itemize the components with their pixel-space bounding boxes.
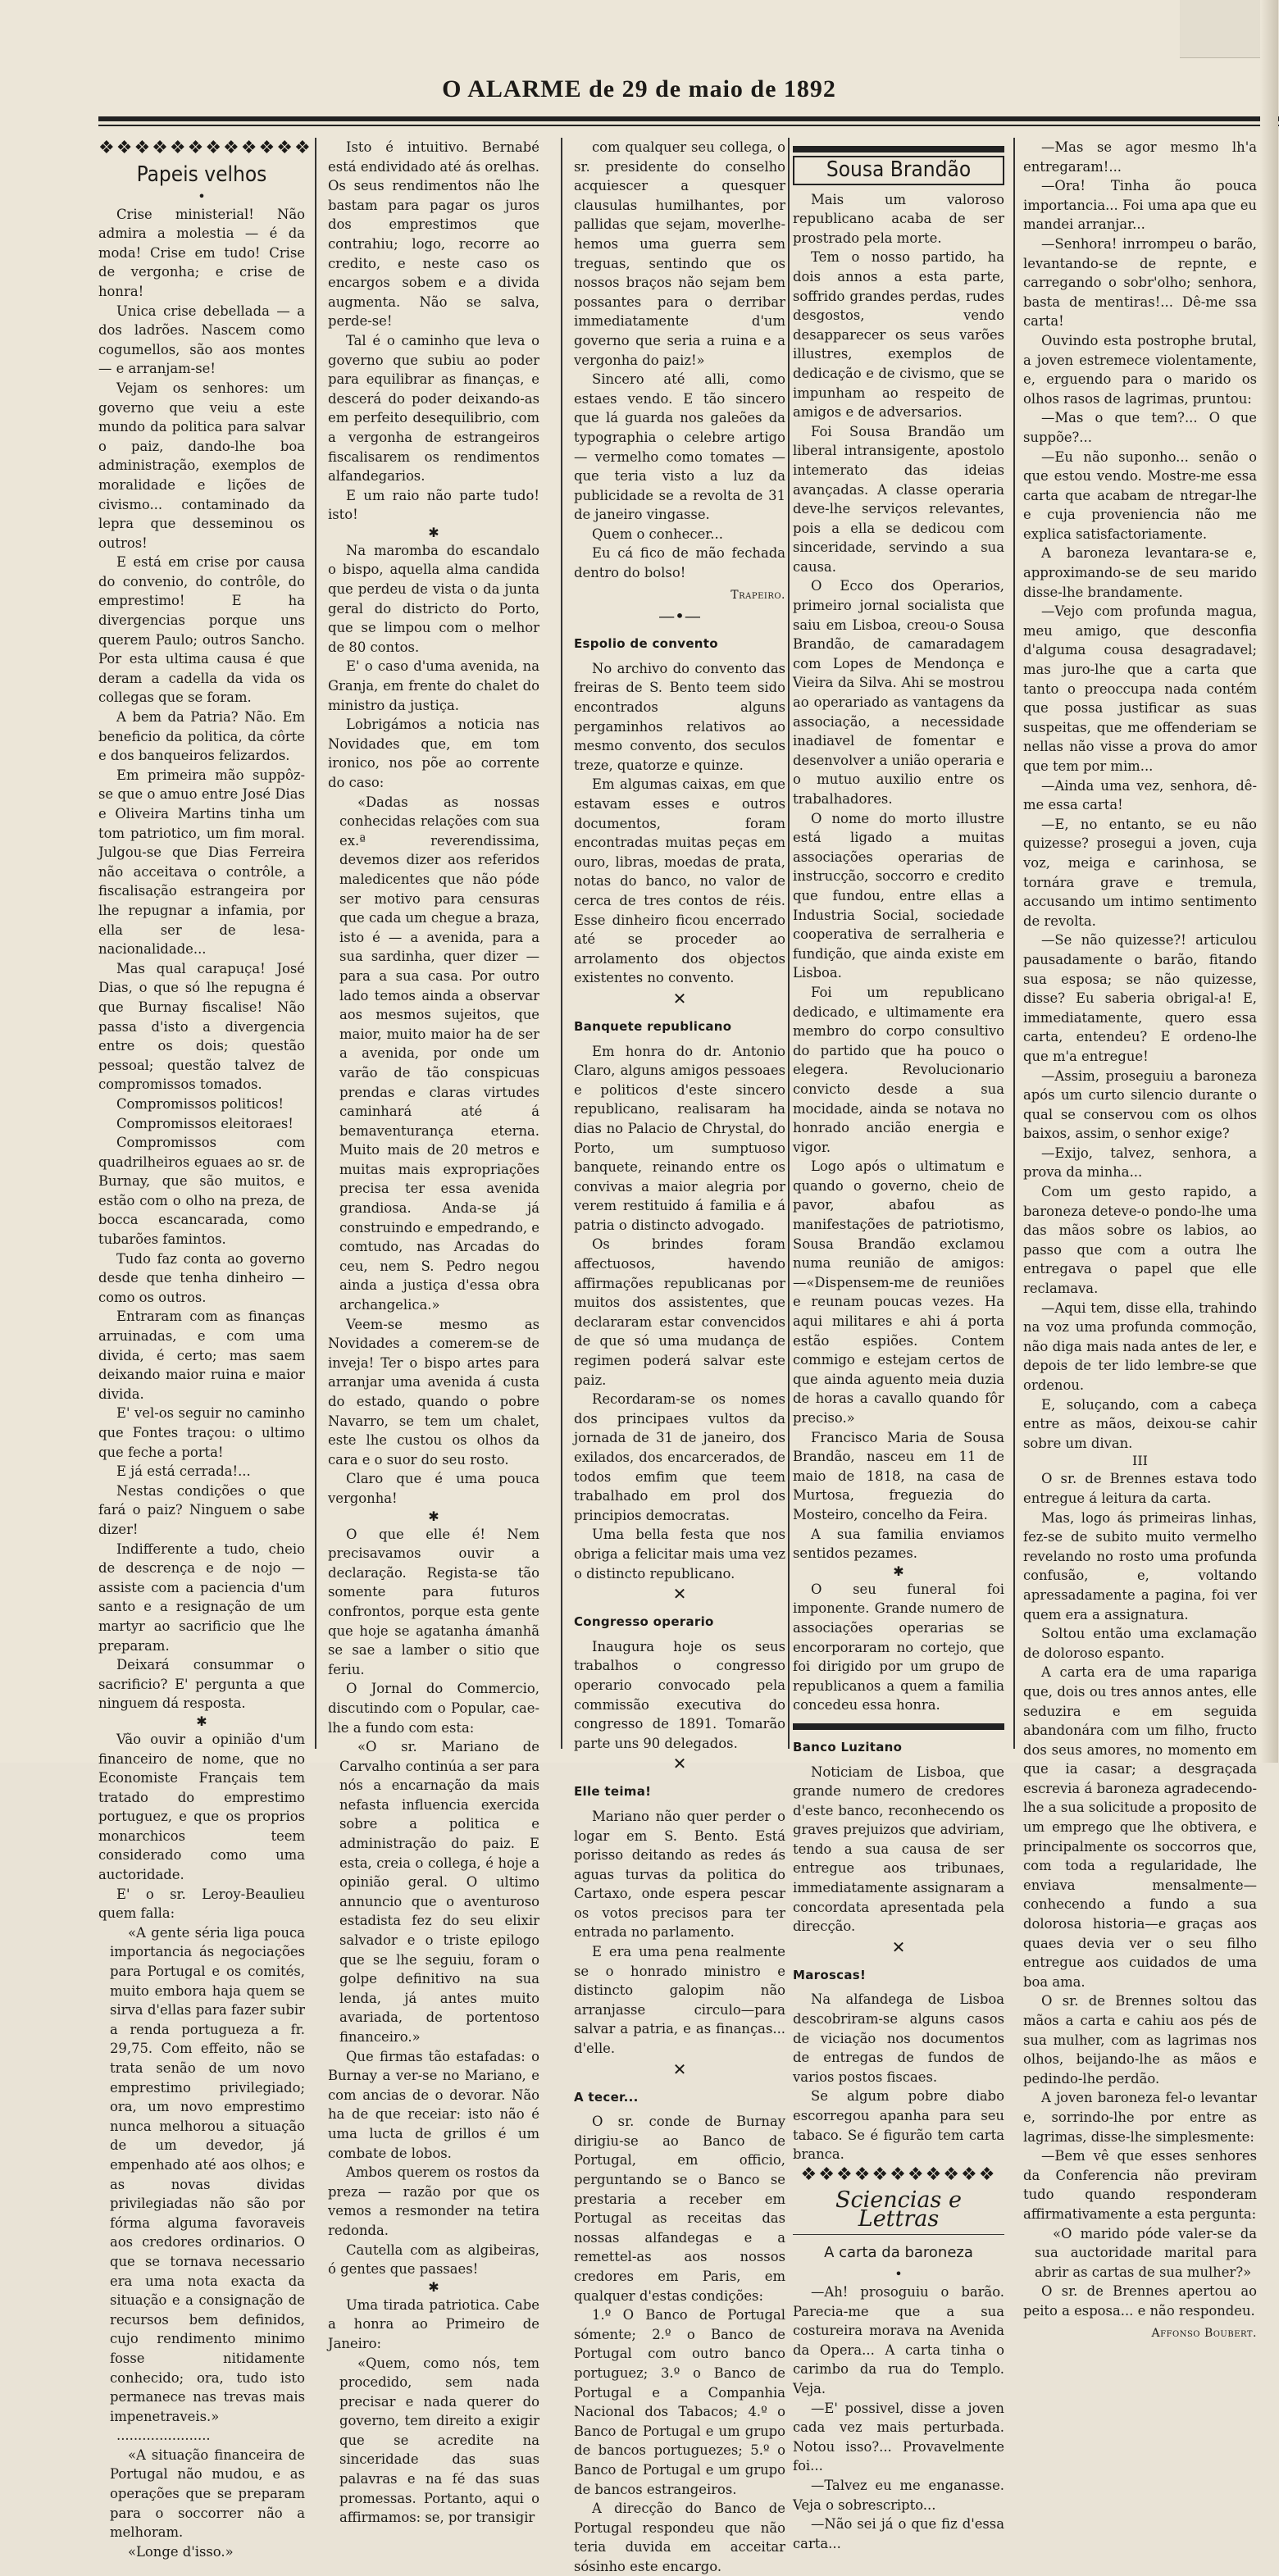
article-body xyxy=(328,2296,539,2528)
column-2 xyxy=(328,138,539,2526)
paragraph: Entraram com as finanças arruinadas, e com uma divida, é certo; mas saem deixando maior ruina e maior divida. xyxy=(98,1308,305,1402)
paragraph: Ambos querem os rostos da preza — razão por que os vemos a resmonder na tetira redonda. xyxy=(328,2164,539,2238)
paragraph: —Eu não suponho... senão o que estou vendo. Mostre-me essa carta que acabam de ntregar-lhe e cuja proveniencia não me explica satisfactoriamente. xyxy=(1023,448,1257,542)
paragraph: Nestas condições o que fará o paiz? Ninguem o sabe dizer! xyxy=(98,1482,305,1537)
paragraph: O que elle é! Nem precisavamos ouvir a declaração. Regista-se tão somente para futuros confrontos, porque esta gente que hoje se agatanha ámanhã se sae a lamber o sitio que feriu. xyxy=(328,1526,539,1677)
column-5 xyxy=(1023,138,1257,2340)
article-body xyxy=(328,541,539,1509)
story-body xyxy=(1023,138,1257,1453)
paragraph: —Talvez eu me enganasse. Veja o sobrescripto... xyxy=(793,2478,1004,2513)
section-divider: ✕ xyxy=(672,2059,687,2079)
section-divider: —•— xyxy=(658,606,701,626)
paragraph: Noticiam de Lisboa, que grande numero de credores d'este banco, reconhecendo os graves prejuizos que adviriam, tendo a sua causa de ser entregue aos tribunaes, immediatamente assignaram a concordata apresentada pela direcção. xyxy=(793,1764,1004,1935)
signature: Affonso Boubert. xyxy=(1151,2326,1257,2340)
paragraph: A direcção do Banco de Portugal respondeu que não teria duvida em acceitar sósinho este encargo. xyxy=(574,2501,785,2574)
paragraph: Vejam os senhores: um governo que veiu a este mundo da politica para salvar o paiz, dando-lhe boa administração, exemplos de moralidade e lições de civismo... contaminado da lepra que desseminou os outros! xyxy=(98,380,305,551)
paragraph: —E, no entanto, se eu não quizesse? prosegui a joven, cuja voz, meiga e carinhosa, se tornára grave e tremula, accusando um intimo sentimento de revolta. xyxy=(1023,816,1257,929)
section-body xyxy=(793,1990,1004,2164)
section-divider: ✕ xyxy=(672,1584,687,1604)
section-title: Elle teima! xyxy=(574,1784,652,1800)
paragraph: «O sr. Mariano de Carvalho continúa a ser para nós a encarnação da mais nefasta influencia exercida sobre a politica e administração do paiz. E esta, creia o collega, é hoje a opinião geral. O ultimo annuncio que o aventuroso estadista fez do seu elixir salvador e o triste epilogo que se lhe seguiu, foram o golpe definitivo na sua lenda, já antes muito avariada, de portentoso financeiro.» xyxy=(339,1739,539,2045)
article-body xyxy=(328,138,539,525)
paragraph: A bem da Patria? Não. Em beneficio da politica, da côrte e dos banqueiros felizardos. xyxy=(98,709,305,764)
article-title: Papeis velhos xyxy=(136,162,267,187)
paragraph: E era uma pena realmente se o honrado ministro e distincto galopim não arranjasse circulo—para salvar a patria, e as finanças... d'elle. xyxy=(574,1944,785,2057)
column-4 xyxy=(793,138,1004,2551)
paragraph: «O marido póde valer-se da sua auctoridade marital para abrir as cartas de sua mulher?» xyxy=(1035,2225,1257,2280)
paragraph: «A gente séria liga pouca importancia ás negociações para Portugal e os comités, muito embora haja quem se sirva d'ellas para fazer subir a renda portugueza a fr. 29,75. Com effeito, não se trata senão de um novo emprestimo privilegiado; ora, um novo emprestimo nunca melhorou a situação de um devedor, já empenhado até aos olhos; e as novas dividas privilegiadas não são por fórma alguma favoraveis aos credores ordinarios. O que se tornava necessario era uma nota exacta da situação e a consignação de recursos bem definidos, cujo rendimento minimo fosse nitidamente conhecido; ora, tudo isto permanece nas trevas mais impenetraveis.» xyxy=(110,1924,305,2424)
paragraph: A joven baroneza fel-o levantar e, sorrindo-lhe por entre as lagrimas, disse-lhe simplesmente: xyxy=(1023,2090,1257,2145)
paragraph: com qualquer seu collega, o sr. presidente do conselho acquiescer a quesquer clausulas humilhantes, por pallidas que sejam, moverlhe-hemos uma guerra sem treguas, sentindo que os nossos braços não sejam bem possantes para o derribar immediatamente d'um governo que seria a ruina e a vergonha do paiz!» xyxy=(574,139,785,368)
section-title: Espolio de convento xyxy=(574,636,718,652)
section-rule xyxy=(793,1723,1004,1730)
chapter-number: III xyxy=(1132,1453,1148,1469)
masthead: O ALARME de 29 de maio de 1892 xyxy=(442,75,836,102)
paragraph: Uma bella festa que nos obriga a felicitar mais uma vez o distincto republicano. xyxy=(574,1527,785,1582)
paragraph: Quem o conhecer... xyxy=(592,526,723,542)
ornament-border: ❖❖❖❖❖❖❖❖❖❖❖ xyxy=(800,2164,997,2185)
paragraph: E, soluçando, com a cabeça entre as mãos, deixou-se cahir sobre um divan. xyxy=(1023,1396,1257,1451)
paragraph: «Quem, como nós, tem procedido, sem nada precisar e nada querer do governo, tem direito a exigir que se acredite na sinceridade das suas palavras e na fé das suas promessas. Portanto, aqui o affirmamos: se, por transigir xyxy=(339,2355,539,2526)
section-body xyxy=(574,1807,785,2059)
paragraph: O sr. conde de Burnay dirigiu-se ao Banco de Portugal, em officio, perguntando se o Banco se prestaria a receber em Portugal as receitas das nossas alfandegas e a remettel-as aos nossos credores em Paris, em qualquer d'estas condições: xyxy=(574,2114,785,2304)
paragraph: Em primeira mão suppôz-se que o amuo entre José Dias e Oliveira Martins tinha um tom patriotico, um fim moral. Julgou-se que Dias Ferreira não acceitava o contrôle, a fiscalisação estrangeira por lhe repugnar a infamia, por ella ser de lesa-nacionalidade... xyxy=(98,767,305,958)
paragraph: Compromissos eleitoraes! xyxy=(116,1115,294,1131)
section-body xyxy=(574,1637,785,1754)
paragraph: Na maromba do escandalo o bispo, aquella alma candida que perdeu de vista o da junta geral do districto do Porto, que se limpou com o melhor de 80 contos. xyxy=(328,542,539,655)
paragraph: —Mas se agor mesmo lh'a entregaram!... xyxy=(1023,139,1257,175)
paragraph: Tudo faz conta ao governo desde que tenha dinheiro — como os outros. xyxy=(98,1250,305,1305)
section-body xyxy=(574,1042,785,1584)
paragraph: Cautella com as algibeiras, ó gentes que passaes! xyxy=(328,2241,539,2278)
paragraph: —Mas o que tem?... O que suppõe?... xyxy=(1023,410,1257,445)
section-divider: ✕ xyxy=(891,1937,906,1957)
paragraph: Unica crise debellada — a dos ladrões. Nascem como cogumellos, são aos montes — e arranjam-se! xyxy=(98,303,305,377)
article-body-cont xyxy=(98,1730,305,2562)
article-body xyxy=(574,138,785,583)
paragraph: «Longe d'isso.» xyxy=(128,2543,234,2560)
paragraph: Mas qual carapuça! José Dias, o que só lhe repugna é que Burnay fiscalise! Não passa d'isto a divergencia entre os dois; questão pessoal; questão talvez de compromissos tomados. xyxy=(98,960,305,1093)
paragraph: Se algum pobre diabo escorregou apanha para seu tabaco. Se é figurão tem carta branca. xyxy=(793,2088,1004,2163)
paragraph: Tal é o caminho que leva o governo que subiu ao poder para equilibrar as finanças, e descerá do poder deixando-as em perfeito desequilibrio, com a vergonha de estrangeiros fiscalisarem os rendimentos alfandegarios. xyxy=(328,332,539,485)
header-rule-thin xyxy=(98,125,1279,126)
section-title: Banco Luzitano xyxy=(793,1739,903,1755)
paragraph: Vão ouvir a opinião d'um financeiro de nome, que no Economiste Français tem tratado do emprestimo portuguez, e que os proprios monarchicos teem considerado como uma auctoridade. xyxy=(98,1731,305,1883)
title-rule xyxy=(793,146,1004,152)
paragraph: O sr. de Brennes soltou das mãos a carta e cahiu aos pés de sua mulher, com as lagrimas nos olhos, beijando-lhe as mãos e pedindo-lhe perdão. xyxy=(1023,1993,1257,2087)
paragraph: —Ainda uma vez, senhora, dê-me essa carta! xyxy=(1023,777,1257,813)
paragraph: A sua familia enviamos sentidos pezames. xyxy=(793,1526,1004,1562)
paragraph: —Não sei já o que fiz d'essa carta... xyxy=(793,2516,1004,2551)
paragraph: Eu cá fico de mão fechada dentro do bolso! xyxy=(574,545,785,581)
paragraph: Crise ministerial! Não admira a molestia — é da moda! Crise em tudo! Crise de vergonha; e crise de honra! xyxy=(98,206,305,299)
paragraph: Recordaram-se os nomes dos principaes vultos da jornada de 31 de janeiro, dos exilados, dos encarcerados, de todos emfim que teem trabalhado em prol dos principios democratas. xyxy=(574,1391,785,1523)
article-body xyxy=(98,205,305,1714)
paragraph: Os brindes foram affectuosos, havendo affirmações republicanas por muitos dos assistentes, que declararam estar convencidos de que só uma mudança de regimen poderá salvar este paiz. xyxy=(574,1236,785,1388)
section-body xyxy=(793,1763,1004,1937)
paragraph: E' o caso d'uma avenida, na Granja, em frente do chalet do ministro da justiça. xyxy=(328,658,539,713)
paragraph: E já está cerrada!... xyxy=(116,1463,251,1480)
paragraph: —Exijo, talvez, senhora, a prova da minha... xyxy=(1023,1145,1257,1181)
paragraph: Em honra do dr. Antonio Claro, alguns amigos pessoaes e politicos d'este sincero republicano, realisaram ha dias no Palacio de Chrystal, do Porto, um sumptuoso banquete, reinando entre os convivas a maior alegria por verem restituido á familia e á patria o distincto advogado. xyxy=(574,1043,785,1233)
section-body xyxy=(574,659,785,988)
section-title: Maroscas! xyxy=(793,1967,867,1982)
column-divider xyxy=(1013,138,1015,1749)
paragraph: Deixará consummar o sacrificio? E' pergunta a que ninguem dá resposta. xyxy=(98,1657,305,1712)
story-title: A carta da baroneza xyxy=(824,2244,973,2262)
paragraph: Uma tirada patriotica. Cabe a honra ao Primeiro de Janeiro: xyxy=(328,2296,539,2351)
paragraph: Ouvindo esta postrophe brutal, a joven estremece violentamente, e, erguendo para o marido os olhos rasos de lagrimas, pruntou: xyxy=(1023,332,1257,407)
paragraph: Sincero até alli, como estaes vendo. E tão sincero que lá guarda nos galeões da typographia o celebre artigo — vermelho como tomates — que teria visto a luz da publicidade se a revolta de 31 de janeiro vingasse. xyxy=(574,371,785,523)
story-body xyxy=(1023,1469,1257,2320)
paragraph: E está em crise por causa do convenio, do contrôle, do emprestimo! E ha divergencias porque uns querem Paulo; outros Sancho. Por esta ultima causa é que deram a cadella da vida os collegas que se foram. xyxy=(98,554,305,706)
paragraph: —Senhora! inrrompeu o barão, levantando-se de repnte, e carregando o sobr'olho; senhora, basta de mentiras!... Dê-me ssa carta! xyxy=(1023,235,1257,330)
header-rule xyxy=(98,116,1279,121)
section-divider: ✕ xyxy=(672,1754,687,1774)
column-divider xyxy=(561,138,562,1749)
paragraph: Soltou então uma exclamação de doloroso espanto. xyxy=(1023,1626,1257,1661)
paragraph: Mas, logo ás primeiras linhas, fez-se de subito muito vermelho revelando no rosto uma profunda confusão, e, voltando apressadamente a pagina, foi ver quem era a assignatura. xyxy=(1023,1509,1257,1623)
paragraph: O Ecco dos Operarios, primeiro jornal socialista que saiu em Lisboa, creou-o Sousa Brandão, de camaradagem com Lopes de Mendonça e Vieira da Silva. Ahi se mostrou ao operariado as vantagens da associação, a necessidade inadiavel de fomentar e desenvolver a união operaria e o mutuo auxilio entre os trabalhadores. xyxy=(793,578,1004,807)
paragraph: Inaugura hoje os seus trabalhos o congresso operario convocado pela commissão executiva do congresso de 1891. Tomarão parte uns 90 delegados. xyxy=(574,1638,785,1751)
divider-star: ✱ xyxy=(428,2278,439,2295)
divider-star: ✱ xyxy=(893,1563,904,1579)
paragraph: Logo após o ultimatum e quando o governo, cheio de pavor, abafou as manifestações de patriotismo, Sousa Brandão exclamou numa reunião de amigos: —«Dispensem-me de reuniões e reunam poucas vezes. Ha aqui militares e ahi á porta estão espiões. Contem commigo e estejam certos de que ainda aguento meia duzia de horas a cavallo quando fôr preciso.» xyxy=(793,1158,1004,1426)
paragraph: E' o sr. Leroy-Beaulieu quem falla: xyxy=(98,1886,305,1922)
paragraph: —Vejo com profunda magua, meu amigo, que desconfia d'alguma cousa desagradavel; mas juro-lhe que a carta que tanto o preoccupa nada contém que possa justificar as suas suspeitas, que me offenderiam se nellas não visse a prova do amor que tem por mim... xyxy=(1023,603,1257,774)
paragraph: Claro que é uma pouca vergonha! xyxy=(328,1471,539,1506)
paragraph: O sr. de Brennes apertou ao peito a esposa... e não respondeu. xyxy=(1023,2283,1257,2319)
paragraph: O sr. de Brennes estava todo entregue á leitura da carta. xyxy=(1023,1471,1257,1506)
paragraph: 1.º O Banco de Portugal sómente; 2.º o Banco de Portugal com outro banco portuguez; 3.º o Banco de Portugal e a Companhia Nacional dos Tabacos; 4.º o Banco de Portugal e um grupo de bancos portuguezes; 5.º o Banco de Portugal e um grupo de bancos estrangeiros. xyxy=(574,2307,785,2497)
section-divider: ✕ xyxy=(672,988,687,1008)
article-body xyxy=(793,1580,1004,1715)
signature: Trapeiro. xyxy=(731,588,785,602)
paragraph: A baroneza levantara-se e, approximando-se de seu marido disse-lhe brandamente. xyxy=(1023,545,1257,600)
divider-dot: • xyxy=(894,2266,903,2282)
ornament-border: ❖❖❖❖❖❖❖❖❖❖❖❖ xyxy=(98,138,312,158)
column-divider xyxy=(315,138,316,1749)
divider-star: ✱ xyxy=(196,1713,207,1729)
paragraph: Com um gesto rapido, a baroneza deteve-o pondo-lhe uma das mãos sobre os labios, ao passo que com a outra lhe entregava o papel que elle reclamava. xyxy=(1023,1184,1257,1297)
paragraph: E um raio não parte tudo! isto! xyxy=(328,487,539,523)
paragraph: Tem o nosso partido, ha dois annos a esta parte, soffrido grandes perdas, rudes desgostos, vendo desapparecer os seus varões illustres, exemplos de dedicação e de civismo, que se impunham ao respeito de amigos e de adversarios. xyxy=(793,249,1004,421)
divider-star: ✱ xyxy=(428,1508,439,1524)
column-1 xyxy=(98,138,312,2560)
section-body xyxy=(574,2112,785,2576)
paragraph: O nome do morto illustre está ligado a muitas associações operarias de instrucção, soccorro e credito que fundou, entre ellas a Industria Social, sociedade cooperativa de serralheria e fundição, que ainda existe em Lisboa. xyxy=(793,810,1004,981)
paragraph: Indifferente a tudo, cheio de descrença e de nojo — assiste com a paciencia d'um santo e a resignação de um martyr ao sacrificio que lhe preparam. xyxy=(98,1541,305,1654)
paragraph: Foi um republicano dedicado, e ultimamente era membro do corpo consultivo do partido que ha pouco o elegera. Revolucionario convicto desde a sua mocidade, ainda se notava no honrado ancião energia e vigor. xyxy=(793,984,1004,1155)
heading-rule xyxy=(793,2234,1004,2236)
paragraph: «A situação financeira de Portugal não mudou, e as operações que se preparam para o soccorrer não a melhoram. xyxy=(110,2446,305,2541)
paragraph: ...................... xyxy=(116,2428,211,2444)
paragraph: E' vel-os seguir no caminho que Fontes traçou: o ultimo que feche a porta! xyxy=(98,1405,305,1460)
paragraph: Veem-se mesmo as Novidades a comerem-se de inveja! Ter o bispo artes para arranjar uma avenida á custa do estado, quando o pobre Navarro, se tem um chalet, este lhe custou os olhos da cara e o suor do seu rosto. xyxy=(328,1316,539,1468)
paragraph: —E' possivel, disse a joven cada vez mais perturbada. Notou isso?... Provavelmente foi... xyxy=(793,2400,1004,2474)
paragraph: Mariano não quer perder o logar em S. Bento. Está porisso deitando as redes ás aguas turvas da politica do Cartaxo, onde espera pescar os votos precisos para ter entrada no parlamento. xyxy=(574,1808,785,1941)
section-title: A tecer... xyxy=(574,2089,639,2105)
story-body xyxy=(793,2282,1004,2553)
paragraph: Que firmas tão estafadas: o Burnay a ver-se no Mariano, e com ancias de o devorar. Não ha de que receiar: isto não é uma lucta de grillos é um combate de lobos. xyxy=(328,2048,539,2161)
section-heading: Sciencias e Lettras xyxy=(835,2187,962,2232)
divider-star: ✱ xyxy=(428,524,439,540)
article-body xyxy=(793,190,1004,1563)
paragraph: Compromissos com quadrilheiros eguaes ao sr. de Burnay, que são muitos, e estão com o olho na preza, de bocca escancarada, como tubarões famintos. xyxy=(98,1135,305,1248)
section-title: Congresso operario xyxy=(574,1614,714,1630)
paragraph: —Ah! prosoguiu o barão. Parecia-me que a sua costureira morava na Avenida da Opera... A carta tinha o carimbo da rua do Templo. Veja. xyxy=(793,2284,1004,2397)
paragraph: A carta era de uma rapariga que, dois ou tres annos antes, elle seduzira e em seguida abandonára com um filho, fructo dos seus amores, no momento em que ia casar; a desgraçada escrevia á baroneza agradecendo-lhe a sua solicitude a proposito de um emprego que lhe obtivera, e principalmente os soccorros que, com toda a regularidade, lhe enviava mensalmente—conhecendo a fundo a sua dolorosa historia—e graças aos quaes devia ver o seu filho entregue aos cuidados de uma boa ama. xyxy=(1023,1664,1257,1990)
paragraph: Francisco Maria de Sousa Brandão, nasceu em 11 de maio de 1818, na casa de Murtosa, freguezia do Mosteiro, concelho da Feira. xyxy=(793,1429,1004,1522)
column-divider xyxy=(788,138,790,1749)
paragraph: Na alfandega de Lisboa descobriram-se alguns casos de viciação nos documentos de entregas de fundos de varios postos fiscaes. xyxy=(793,1991,1004,2085)
paragraph: —Se não quizesse?! articulou pausadamente o barão, fitando sua esposa; se não quizesse, disse? Eu saberia obrigal-a! E, immediatamente, quero essa carta, entendeu? E ordeno-lhe que m'a entregue! xyxy=(1023,932,1257,1064)
paragraph: Isto é intuitivo. Bernabé está endividado até ás orelhas. Os seus rendimentos não lhe bastam para pagar os juros dos emprestimos que contrahiu; logo, recorre ao credito, e neste caso os encargos sobem e a divida augmenta. Não se salva, perde-se! xyxy=(328,139,539,330)
paragraph: Foi Sousa Brandão um liberal intransigente, apostolo intemerato das ideias avançadas. A classe operaria deve-lhe serviços relevantes, pois a ella se dedicou com sinceridade, servindo a sua causa. xyxy=(793,423,1004,575)
article-body xyxy=(328,1525,539,2279)
paragraph: O seu funeral foi imponente. Grande numero de associações operarias se encorporaram no cortejo, que foi dirigido por um grupo de republicanos a quem a familia concedeu essa honra. xyxy=(793,1581,1004,1714)
paragraph: —Bem vê que esses senhores da Conferencia não previram tudo quando responderam affirmativamente a esta pergunta: xyxy=(1023,2148,1257,2222)
column-3 xyxy=(574,138,785,2574)
divider-dot: • xyxy=(198,188,206,204)
scan-edge xyxy=(1260,0,1278,1763)
paragraph: —Assim, proseguiu a baroneza após um curto silencio durante o qual se conservou com os olhos baixos, assim, o senhor exige? xyxy=(1023,1067,1257,1142)
paragraph: Lobrigámos a noticia nas Novidades que, em tom ironico, nos põe ao corrente do caso: xyxy=(328,717,539,790)
paragraph: Compromissos politicos! xyxy=(116,1095,284,1112)
paragraph: «Dadas as nossas conhecidas relações com sua ex.ª reverendissima, devemos dizer aos referidos maledicentes que não póde ser motivo para censuras que cada um chegue a braza, isto é — a avenida, para a sua sardinha, quer dizer — para a sua casa. Por outro lado temos ainda a observar aos mesmos sujeitos, que maior, muito maior ha de ser a avenida, por onde um varão de tão conspicuas prendas e claras virtudes caminhará até á bemaventurança eterna. Muito mais de 20 metros e muitas mais expropriações precisa ter essa avenida grandiosa. Anda-se já construindo e empedrando, e comtudo, nas Arcadas do ceu, nem S. Pedro negou ainda a justiça d'essa obra archangelica.» xyxy=(339,794,539,1313)
paragraph: O Jornal do Commercio, discutindo com o Popular, cae-lhe a fundo com esta: xyxy=(328,1681,539,1736)
article-title: Sousa Brandão xyxy=(793,156,1004,185)
paragraph: Em algumas caixas, em que estavam esses e outros documentos, foram encontradas muitas peças em ouro, libras, moedas de prata, notas do banco, no valor de cerca de tres contos de réis. Esse dinheiro ficou encerrado até se proceder ao arrolamento dos objectos existentes no convento. xyxy=(574,776,785,986)
section-title: Banquete republicano xyxy=(574,1018,732,1034)
paragraph: —Ora! Tinha ão pouca importancia... Foi uma apa que eu mandei arranjar... xyxy=(1023,178,1257,233)
paragraph: Mais um valoroso republicano acaba de ser prostrado pela morte. xyxy=(793,191,1004,246)
paragraph: No archivo do convento das freiras de S. Bento teem sido encontrados alguns pergaminhos relativos ao mesmo convento, dos seculos treze, quatorze e quinze. xyxy=(574,660,785,773)
paragraph: —Aqui tem, disse ella, trahindo na voz uma profunda commoção, não diga mais nada antes de ler, e depois de ter lido lembre-se que ordenou. xyxy=(1023,1299,1257,1393)
